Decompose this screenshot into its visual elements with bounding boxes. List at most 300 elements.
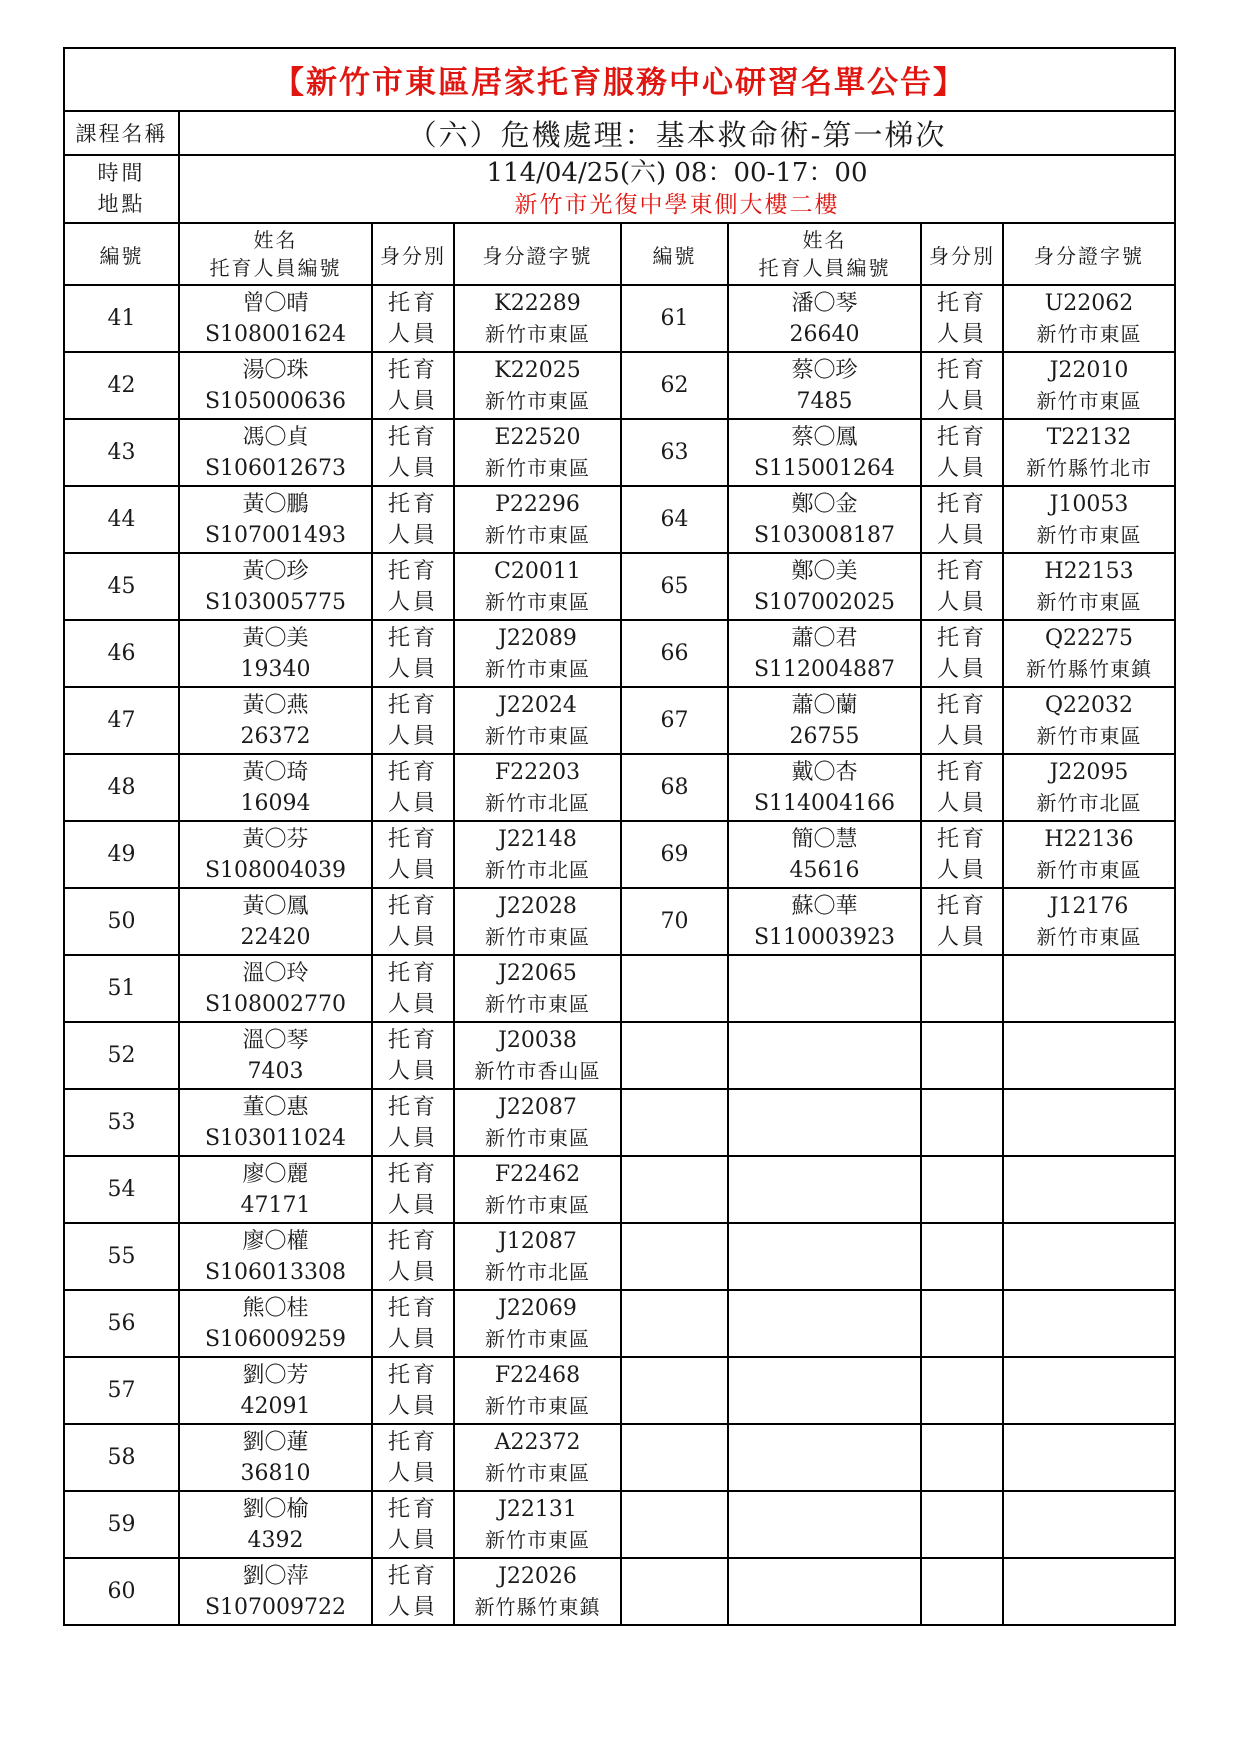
entry-cert [454, 955, 621, 1022]
empty-cell [921, 1156, 1003, 1223]
cert-area: 新竹市北區 [485, 790, 590, 815]
entry-cert [454, 1022, 621, 1089]
staff-id: S106009259 [204, 1326, 347, 1352]
empty-cell [728, 1022, 921, 1089]
header-cert: 身分證字號 [1003, 223, 1175, 285]
cert-number: J22095 [1049, 759, 1129, 785]
identity-line-1: 托育 [387, 1295, 438, 1321]
identity-line-1: 托育 [387, 893, 438, 919]
entry-name-id [179, 553, 372, 620]
entry-identity [372, 1156, 454, 1223]
header-cert: 身分證字號 [454, 223, 621, 285]
empty-cell [621, 1357, 728, 1424]
entry-identity [372, 553, 454, 620]
staff-id: 42091 [240, 1393, 311, 1419]
header-identity: 身分別 [921, 223, 1003, 285]
entry-identity [921, 821, 1003, 888]
empty-cell [921, 1491, 1003, 1558]
time-place-label [64, 155, 179, 223]
person-name: 劉〇榆 [242, 1496, 309, 1522]
cert-number: T22132 [1046, 424, 1132, 450]
table-row [64, 419, 1175, 486]
identity-line-1: 托育 [936, 893, 987, 919]
entry-identity [372, 1223, 454, 1290]
cert-number: F22462 [494, 1161, 581, 1187]
table-row [64, 687, 1175, 754]
entry-number: 57 [64, 1357, 179, 1424]
entry-cert [454, 1290, 621, 1357]
empty-cell [728, 1357, 921, 1424]
entry-cert [454, 553, 621, 620]
empty-cell [921, 1089, 1003, 1156]
entry-number: 59 [64, 1491, 179, 1558]
staff-id: 47171 [240, 1192, 311, 1218]
cert-number: J22028 [498, 893, 577, 919]
time-place-value [179, 155, 1175, 223]
entry-identity [372, 754, 454, 821]
person-name: 鄭〇美 [791, 558, 858, 584]
entry-identity [921, 352, 1003, 419]
page-title: 【新竹市東區居家托育服務中心研習名單公告】 [64, 48, 1175, 111]
person-name: 鄭〇金 [791, 491, 858, 517]
identity-line-1: 托育 [936, 692, 987, 718]
identity-line-2: 人員 [387, 589, 438, 615]
entry-number: 66 [621, 620, 728, 687]
identity-line-1: 托育 [936, 759, 987, 785]
entry-name-id [728, 352, 921, 419]
identity-line-1: 托育 [387, 759, 438, 785]
entry-cert [1003, 285, 1175, 352]
header-name: 姓名 [253, 228, 298, 252]
identity-line-1: 托育 [936, 290, 987, 316]
entry-number: 50 [64, 888, 179, 955]
person-name: 劉〇芳 [242, 1362, 309, 1388]
table-row [64, 888, 1175, 955]
cert-number: J22026 [498, 1563, 577, 1589]
table-row [64, 1089, 1175, 1156]
cert-area: 新竹市東區 [485, 522, 590, 547]
table-row [64, 285, 1175, 352]
identity-line-2: 人員 [936, 455, 987, 481]
entry-cert [454, 419, 621, 486]
empty-cell [1003, 1558, 1175, 1625]
entry-cert [1003, 486, 1175, 553]
identity-line-2: 人員 [387, 1058, 438, 1084]
entry-name-id [179, 955, 372, 1022]
cert-area: 新竹市東區 [1036, 924, 1142, 949]
cert-area: 新竹市東區 [1036, 589, 1142, 614]
empty-cell [921, 1558, 1003, 1625]
empty-cell [1003, 1223, 1175, 1290]
empty-cell [921, 1022, 1003, 1089]
cert-number: J12176 [1049, 893, 1129, 919]
cert-number: Q22275 [1044, 625, 1134, 651]
entry-number: 44 [64, 486, 179, 553]
cert-number: J22065 [498, 960, 577, 986]
entry-cert [454, 620, 621, 687]
identity-line-2: 人員 [387, 321, 438, 347]
person-name: 潘〇琴 [791, 290, 858, 316]
cert-area: 新竹市東區 [485, 991, 590, 1016]
cert-area: 新竹市東區 [485, 1460, 590, 1485]
person-name: 戴〇杏 [791, 759, 858, 785]
entry-identity [372, 821, 454, 888]
empty-cell [728, 1089, 921, 1156]
entry-identity [921, 888, 1003, 955]
identity-line-1: 托育 [387, 290, 438, 316]
entry-identity [921, 419, 1003, 486]
roster-table [63, 47, 1176, 1626]
empty-cell [921, 1290, 1003, 1357]
course-label: 課程名稱 [64, 111, 179, 155]
cert-area: 新竹市東區 [485, 589, 590, 614]
entry-number: 47 [64, 687, 179, 754]
entry-number: 51 [64, 955, 179, 1022]
identity-line-2: 人員 [936, 790, 987, 816]
person-name: 黃〇芬 [242, 826, 309, 852]
entry-number: 55 [64, 1223, 179, 1290]
entry-name-id [179, 285, 372, 352]
entry-number: 53 [64, 1089, 179, 1156]
staff-id: S108004039 [204, 857, 347, 883]
entry-cert [454, 687, 621, 754]
cert-number: J22069 [498, 1295, 577, 1321]
identity-line-1: 托育 [387, 625, 438, 651]
empty-cell [728, 1290, 921, 1357]
entry-cert [1003, 754, 1175, 821]
empty-cell [728, 1223, 921, 1290]
empty-cell [1003, 1424, 1175, 1491]
identity-line-2: 人員 [387, 522, 438, 548]
identity-line-1: 托育 [387, 1496, 438, 1522]
identity-line-1: 托育 [387, 692, 438, 718]
identity-line-2: 人員 [387, 991, 438, 1017]
cert-area: 新竹市東區 [485, 455, 590, 480]
person-name: 簡〇慧 [791, 826, 858, 852]
time-label: 時間 [97, 161, 146, 185]
entry-number: 46 [64, 620, 179, 687]
empty-cell [728, 955, 921, 1022]
identity-line-2: 人員 [936, 857, 987, 883]
entry-name-id [179, 888, 372, 955]
cert-area: 新竹縣竹東鎮 [474, 1594, 601, 1619]
person-name: 蔡〇珍 [791, 357, 858, 383]
staff-id: 16094 [240, 790, 311, 816]
entry-identity [372, 888, 454, 955]
identity-line-1: 托育 [387, 1362, 438, 1388]
entry-name-id [728, 419, 921, 486]
entry-identity [372, 1022, 454, 1089]
identity-line-2: 人員 [387, 1594, 438, 1620]
identity-line-1: 托育 [936, 625, 987, 651]
empty-cell [728, 1424, 921, 1491]
entry-cert [454, 821, 621, 888]
entry-name-id [179, 821, 372, 888]
cert-number: J22089 [498, 625, 577, 651]
identity-line-1: 托育 [936, 491, 987, 517]
entry-identity [372, 1290, 454, 1357]
entry-number: 56 [64, 1290, 179, 1357]
header-number: 編號 [621, 223, 728, 285]
staff-id: 19340 [240, 656, 311, 682]
identity-line-2: 人員 [387, 1192, 438, 1218]
entry-number: 52 [64, 1022, 179, 1089]
cert-area: 新竹市東區 [1036, 857, 1142, 882]
empty-cell [621, 1491, 728, 1558]
entry-identity [921, 687, 1003, 754]
empty-cell [921, 955, 1003, 1022]
cert-number: J12087 [498, 1228, 577, 1254]
empty-cell [1003, 1156, 1175, 1223]
entry-name-id [179, 754, 372, 821]
identity-line-1: 托育 [387, 960, 438, 986]
entry-name-id [728, 888, 921, 955]
entry-identity [921, 486, 1003, 553]
entry-identity [372, 1491, 454, 1558]
header-name: 姓名 [802, 228, 847, 252]
identity-line-2: 人員 [387, 790, 438, 816]
person-name: 劉〇萍 [242, 1563, 309, 1589]
empty-cell [621, 1089, 728, 1156]
entry-name-id [179, 687, 372, 754]
cert-number: K22289 [494, 290, 581, 316]
cert-number: A22372 [494, 1429, 581, 1455]
entry-identity [372, 1089, 454, 1156]
table-row [64, 1223, 1175, 1290]
table-row [64, 1357, 1175, 1424]
identity-line-2: 人員 [387, 1393, 438, 1419]
identity-line-2: 人員 [936, 589, 987, 615]
cert-area: 新竹市東區 [1036, 321, 1142, 346]
entry-cert [1003, 419, 1175, 486]
cert-area: 新竹縣竹東鎮 [1026, 656, 1152, 681]
empty-cell [1003, 1022, 1175, 1089]
cert-number: U22062 [1044, 290, 1134, 316]
staff-id: 36810 [240, 1460, 311, 1486]
entry-number: 42 [64, 352, 179, 419]
table-row [64, 1424, 1175, 1491]
entry-number: 61 [621, 285, 728, 352]
identity-line-1: 托育 [387, 1563, 438, 1589]
person-name: 蕭〇蘭 [791, 692, 858, 718]
staff-id: S107001493 [204, 522, 347, 548]
entry-cert [1003, 888, 1175, 955]
entry-cert [454, 1223, 621, 1290]
staff-id: 45616 [789, 857, 860, 883]
entry-cert [454, 754, 621, 821]
identity-line-2: 人員 [387, 455, 438, 481]
entry-number: 67 [621, 687, 728, 754]
cert-area: 新竹市東區 [485, 1326, 590, 1351]
table-row [64, 1022, 1175, 1089]
staff-id: 7403 [247, 1058, 304, 1084]
empty-cell [621, 1424, 728, 1491]
identity-line-1: 托育 [387, 1027, 438, 1053]
staff-id: 26755 [789, 723, 860, 749]
cert-area: 新竹市北區 [485, 1259, 590, 1284]
entry-number: 49 [64, 821, 179, 888]
identity-line-1: 托育 [387, 357, 438, 383]
cert-number: J10053 [1049, 491, 1129, 517]
entry-name-id [728, 821, 921, 888]
identity-line-1: 托育 [387, 826, 438, 852]
entry-identity [372, 955, 454, 1022]
entry-name-id [179, 1223, 372, 1290]
table-row [64, 821, 1175, 888]
entry-identity [372, 352, 454, 419]
entry-number: 43 [64, 419, 179, 486]
identity-line-2: 人員 [387, 723, 438, 749]
entry-name-id [179, 1089, 372, 1156]
cert-area: 新竹市東區 [485, 1527, 590, 1552]
entry-number: 58 [64, 1424, 179, 1491]
cert-area: 新竹市東區 [485, 321, 590, 346]
identity-line-2: 人員 [387, 1460, 438, 1486]
entry-cert [454, 1558, 621, 1625]
cert-area: 新竹縣竹北市 [1026, 455, 1152, 480]
entry-cert [454, 1491, 621, 1558]
table-row [64, 486, 1175, 553]
entry-name-id [179, 419, 372, 486]
identity-line-1: 托育 [387, 1094, 438, 1120]
entry-name-id [728, 620, 921, 687]
person-name: 黃〇鵬 [242, 491, 309, 517]
entry-name-id [179, 1022, 372, 1089]
identity-line-2: 人員 [387, 1125, 438, 1151]
entry-name-id [179, 1424, 372, 1491]
cert-area: 新竹市東區 [485, 924, 590, 949]
empty-cell [1003, 1290, 1175, 1357]
entry-identity [921, 620, 1003, 687]
entry-name-id [179, 1290, 372, 1357]
staff-id: S103008187 [753, 522, 896, 548]
cert-area: 新竹市東區 [485, 723, 590, 748]
person-name: 溫〇玲 [242, 960, 309, 986]
cert-number: K22025 [494, 357, 581, 383]
person-name: 廖〇權 [242, 1228, 309, 1254]
staff-id: S103005775 [204, 589, 347, 615]
entry-name-id [179, 486, 372, 553]
cert-number: P22296 [495, 491, 580, 517]
table-row [64, 352, 1175, 419]
table-row [64, 553, 1175, 620]
entry-number: 64 [621, 486, 728, 553]
identity-line-1: 托育 [936, 826, 987, 852]
header-staff-id: 托育人員編號 [209, 256, 342, 280]
staff-id: 7485 [796, 388, 853, 414]
identity-line-2: 人員 [936, 522, 987, 548]
entry-cert [454, 1156, 621, 1223]
staff-id: S106013308 [204, 1259, 347, 1285]
cert-number: J22087 [498, 1094, 577, 1120]
cert-number: F22203 [494, 759, 581, 785]
identity-line-1: 托育 [387, 424, 438, 450]
person-name: 劉〇蓮 [242, 1429, 309, 1455]
entry-number: 63 [621, 419, 728, 486]
person-name: 黃〇美 [242, 625, 309, 651]
column-header-row [64, 223, 1175, 285]
cert-area: 新竹市東區 [485, 656, 590, 681]
entry-number: 45 [64, 553, 179, 620]
empty-cell [1003, 1089, 1175, 1156]
person-name: 馮〇貞 [242, 424, 309, 450]
empty-cell [621, 1290, 728, 1357]
entry-name-id [728, 687, 921, 754]
person-name: 蘇〇華 [791, 893, 858, 919]
cert-area: 新竹市香山區 [474, 1058, 601, 1083]
identity-line-1: 托育 [387, 491, 438, 517]
identity-line-1: 托育 [387, 1161, 438, 1187]
empty-cell [728, 1558, 921, 1625]
entry-cert [454, 352, 621, 419]
empty-cell [921, 1357, 1003, 1424]
identity-line-2: 人員 [936, 924, 987, 950]
identity-line-2: 人員 [936, 723, 987, 749]
staff-id: S110003923 [753, 924, 896, 950]
entry-cert [1003, 620, 1175, 687]
person-name: 廖〇麗 [242, 1161, 309, 1187]
empty-cell [621, 1223, 728, 1290]
entry-number: 62 [621, 352, 728, 419]
empty-cell [1003, 955, 1175, 1022]
entry-identity [372, 419, 454, 486]
identity-line-1: 托育 [387, 558, 438, 584]
person-name: 蔡〇鳳 [791, 424, 858, 450]
course-datetime: 114/04/25(六) 08：00-17：00 [486, 158, 868, 188]
entry-name-id [179, 620, 372, 687]
identity-line-1: 托育 [936, 424, 987, 450]
entry-name-id [728, 285, 921, 352]
cert-area: 新竹市北區 [485, 857, 590, 882]
empty-cell [621, 1022, 728, 1089]
empty-cell [1003, 1357, 1175, 1424]
person-name: 黃〇燕 [242, 692, 309, 718]
staff-id: S106012673 [204, 455, 347, 481]
entry-cert [1003, 821, 1175, 888]
staff-id: S112004887 [753, 656, 896, 682]
empty-cell [621, 955, 728, 1022]
entry-identity [921, 754, 1003, 821]
entry-identity [372, 687, 454, 754]
cert-number: J20038 [498, 1027, 577, 1053]
staff-id: S103011024 [204, 1125, 347, 1151]
cert-number: C20011 [494, 558, 581, 584]
table-row [64, 955, 1175, 1022]
entry-identity [372, 486, 454, 553]
cert-area: 新竹市東區 [1036, 522, 1142, 547]
entry-number: 41 [64, 285, 179, 352]
cert-number: F22468 [494, 1362, 581, 1388]
entry-identity [372, 1424, 454, 1491]
entry-number: 70 [621, 888, 728, 955]
header-identity: 身分別 [372, 223, 454, 285]
entry-cert [454, 486, 621, 553]
entry-name-id [179, 1156, 372, 1223]
entry-identity [921, 553, 1003, 620]
entry-name-id [179, 1558, 372, 1625]
entry-cert [454, 1424, 621, 1491]
cert-area: 新竹市東區 [485, 1125, 590, 1150]
staff-id: S105000636 [204, 388, 347, 414]
cert-area: 新竹市東區 [485, 388, 590, 413]
entry-identity [921, 285, 1003, 352]
entry-number: 48 [64, 754, 179, 821]
staff-id: S108001624 [204, 321, 347, 347]
identity-line-2: 人員 [936, 321, 987, 347]
person-name: 黃〇珍 [242, 558, 309, 584]
entry-number: 65 [621, 553, 728, 620]
header-staff-id: 托育人員編號 [758, 256, 891, 280]
